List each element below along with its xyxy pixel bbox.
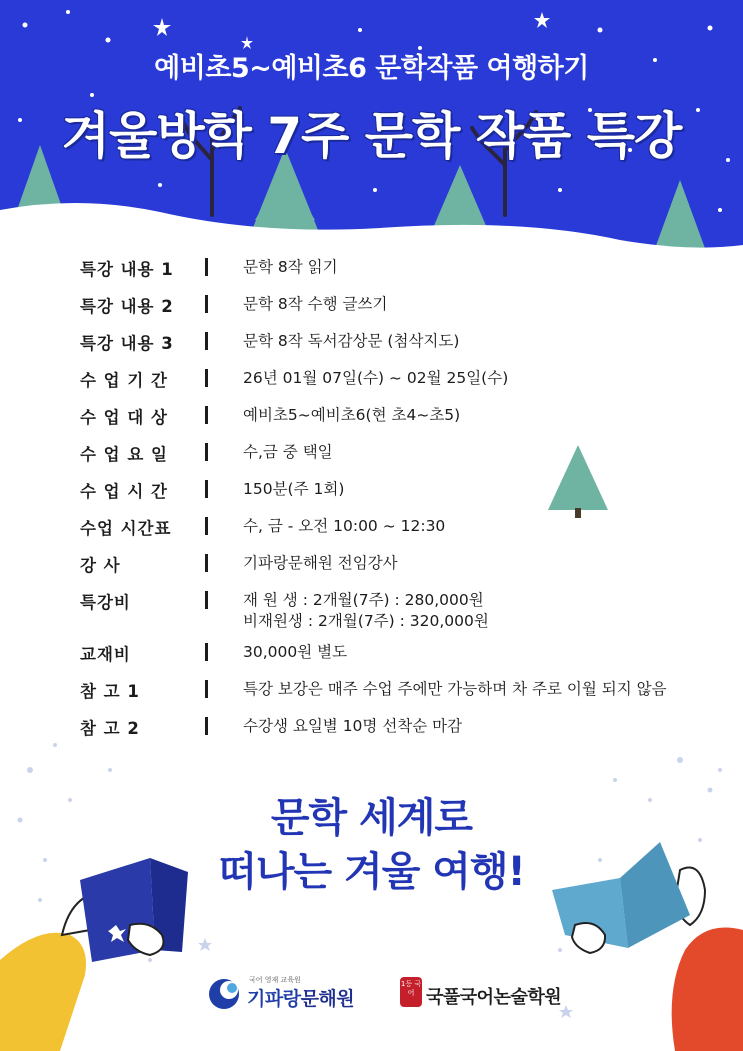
separator-bar [205, 258, 208, 276]
info-value-line: 기파랑문해원 전임강사 [243, 554, 398, 572]
info-label: 특강 내용 3 [80, 334, 174, 353]
info-label: 수 업 기 간 [80, 371, 168, 390]
academy-logo-gukpul [400, 975, 562, 1015]
info-row [80, 365, 720, 402]
info-value [243, 716, 462, 737]
separator-bar [205, 717, 208, 735]
info-label: 수 업 요 일 [80, 445, 168, 464]
info-value-line: 수,금 중 택일 [243, 443, 333, 461]
academy-logo-gipharang [207, 975, 367, 1015]
poster-title: 겨울방학 7주 문학 작품 특강 [61, 107, 682, 165]
logo-badge: 1등 국어 [400, 977, 422, 1007]
separator-bar [205, 369, 208, 387]
info-label: 참 고 2 [80, 719, 140, 738]
info-value-line: 문학 8작 독서감상문 (첨삭지도) [243, 332, 460, 350]
info-value [243, 642, 347, 663]
info-row [80, 402, 720, 439]
info-value [243, 553, 398, 574]
info-value-line: 예비초5~예비초6(현 초4~초5) [243, 406, 461, 424]
info-label: 수업 시간표 [80, 519, 172, 538]
info-label: 수 업 대 상 [80, 408, 168, 427]
info-row [80, 587, 720, 639]
info-label: 참 고 1 [80, 682, 140, 701]
separator-bar [205, 643, 208, 661]
info-row [80, 550, 720, 587]
info-value [243, 590, 489, 632]
info-row [80, 676, 720, 713]
info-value [243, 679, 667, 700]
separator-bar [205, 680, 208, 698]
info-value [243, 479, 344, 500]
info-row [80, 328, 720, 365]
info-label: 교재비 [80, 645, 131, 664]
separator-bar [205, 591, 208, 609]
info-value [243, 257, 338, 278]
info-value-line: 150분(주 1회) [243, 480, 345, 498]
info-table [80, 254, 720, 750]
info-label: 특강 내용 2 [80, 297, 174, 316]
info-value-line: 수강생 요일별 10명 선착순 마감 [243, 717, 463, 735]
info-value-line: 수, 금 - 오전 10:00 ~ 12:30 [243, 517, 446, 535]
info-value-line: 문학 8작 수행 글쓰기 [243, 295, 388, 313]
separator-bar [205, 332, 208, 350]
separator-bar [205, 480, 208, 498]
logo-name: 국풀국어논술학원 [426, 987, 562, 1008]
info-value [243, 442, 333, 463]
info-label: 특강비 [80, 593, 131, 612]
separator-bar [205, 517, 208, 535]
info-label: 강 사 [80, 556, 121, 575]
logo-tagline: 국어 영재 교육원 [249, 976, 301, 984]
info-row [80, 713, 720, 750]
logo-name-part1: 기파랑 [247, 988, 301, 1010]
slogan-line-1: 문학 세계로 [270, 795, 473, 841]
slogan-line-2: 떠나는 겨울 여행! [218, 849, 525, 895]
info-row [80, 513, 720, 550]
info-row [80, 439, 720, 476]
info-value [243, 516, 445, 537]
separator-bar [205, 406, 208, 424]
poster-subtitle: 예비초5~예비초6 문학작품 여행하기 [154, 53, 589, 84]
separator-bar [205, 443, 208, 461]
info-value-line: 비재원생 : 2개월(7주) : 320,000원 [243, 612, 489, 630]
info-row [80, 476, 720, 513]
info-value [243, 294, 387, 315]
info-row [80, 254, 720, 291]
info-value-line: 문학 8작 읽기 [243, 258, 338, 276]
info-value-line: 30,000원 별도 [243, 643, 348, 661]
info-label: 특강 내용 1 [80, 260, 174, 279]
info-value [243, 405, 460, 426]
info-row [80, 291, 720, 328]
logo-name [247, 984, 354, 1011]
info-value [243, 368, 508, 389]
info-label: 수 업 시 간 [80, 482, 168, 501]
info-value-line: 특강 보강은 매주 수업 주에만 가능하며 차 주로 이월 되지 않음 [243, 680, 667, 698]
info-value-line: 재 원 생 : 2개월(7주) : 280,000원 [243, 591, 484, 609]
info-value [243, 331, 459, 352]
logo-name-part2: 문해원 [300, 988, 355, 1010]
info-row [80, 639, 720, 676]
separator-bar [205, 295, 208, 313]
separator-bar [205, 554, 208, 572]
info-value-line: 26년 01월 07일(수) ~ 02월 25일(수) [243, 369, 509, 387]
